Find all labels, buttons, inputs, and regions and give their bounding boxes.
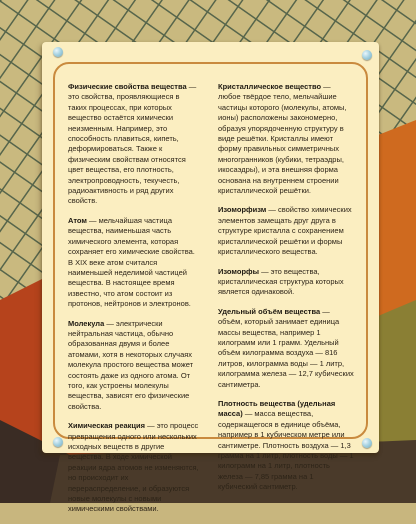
left-column	[68, 82, 200, 524]
definition-entry	[68, 82, 200, 207]
definition-text: — это вещества, кристаллическая структура которых является одинаковой.	[218, 266, 344, 297]
definition-entry	[218, 82, 354, 196]
pushpin-icon	[53, 437, 63, 447]
definition-term: Изоморфизм	[218, 205, 267, 215]
definition-term: Физические свойства вещества	[68, 82, 187, 91]
definition-text: — это процесс превращения одного или нескольких исходных веществ в другие вещества. В ходе химической реакции ядра атомов не изменяются, но происходит их перераспределение, и образуются новые молекулы с новыми химическими свойствами.	[68, 421, 199, 514]
definition-text: — свойство химических элементов замещать друг друга в структуре кристалла с сохранением кристаллической решётки и формы кристаллического вещества.	[218, 205, 352, 257]
definition-term: Химическая реакция	[68, 421, 146, 431]
definition-term: Атом	[68, 215, 87, 225]
definition-text: — электрически нейтральная частица, обычно образованная двумя и более атомами, хотя в некоторых случаях молекула простого вещества может состоять даже из одного атома. От того, как устроены молекулы вещества, зависят его физические свойства.	[68, 318, 194, 411]
definition-entry	[218, 307, 354, 390]
definition-term: Удельный объём вещества	[218, 306, 321, 316]
definition-term: Плотность вещества (удельная масса)	[218, 398, 336, 419]
pushpin-icon	[362, 50, 372, 60]
definition-entry	[218, 205, 354, 257]
definition-term: Кристаллическое вещество	[218, 82, 322, 91]
definition-text: — масса вещества, содержащегося в единице объёма, например в 1 кубическом метре или сантиметре. Плотность воздуха — 1,3 грамма на 1 литр, плотность воды — 1 килограмм на 1 литр, плотность железа — 7,85 грамма на 1 кубический сантиметр.	[218, 409, 354, 492]
definition-entry	[218, 399, 354, 493]
definition-entry	[68, 216, 200, 310]
definition-entry	[68, 319, 200, 413]
definition-term: Молекула	[68, 318, 105, 328]
definition-entry	[68, 421, 200, 515]
right-column	[218, 82, 354, 502]
definition-entry	[218, 267, 354, 298]
definition-text: — это свойства, проявляющиеся в таких процессах, при которых вещество остаётся химически неизменным. Например, это способность плавиться, кипеть, деформироваться. Также к физическим свойствам относятся цвет вещества, его плотность, электропроводность, текучесть, радиоактивность и ряд других свойств.	[68, 82, 197, 206]
definition-text: — объём, который занимает единица массы вещества, например 1 килограмм или 1 грамм. Удельный объём килограмма воздуха — 816 литров, килограмма воды — 1 литр, килограмма железа — 12,7 кубических сантиметра.	[218, 306, 354, 389]
pushpin-icon	[53, 47, 63, 57]
definition-term: Изоморфы	[218, 266, 259, 276]
pushpin-icon	[362, 438, 372, 448]
definition-text: — любое твёрдое тело, мельчайшие частицы которого (молекулы, атомы, ионы) расположены закономерно, образуя упорядоченную структуру в виде решётки. Кристаллы имеют форму правильных симметричных многогранников (кубики, тетраэдры, икосаэдры), и эта внешняя форма основана на внутреннем строении кристаллической решётки.	[218, 82, 347, 196]
definition-text: — мельчайшая частица вещества, наименьшая часть химического элемента, которая сохраняет его химические свойства. В XIX веке атом считался наименьшей неделимой частицей вещества. В настоящее время известно, что атом состоит из протонов, нейтронов и электронов.	[68, 215, 195, 309]
